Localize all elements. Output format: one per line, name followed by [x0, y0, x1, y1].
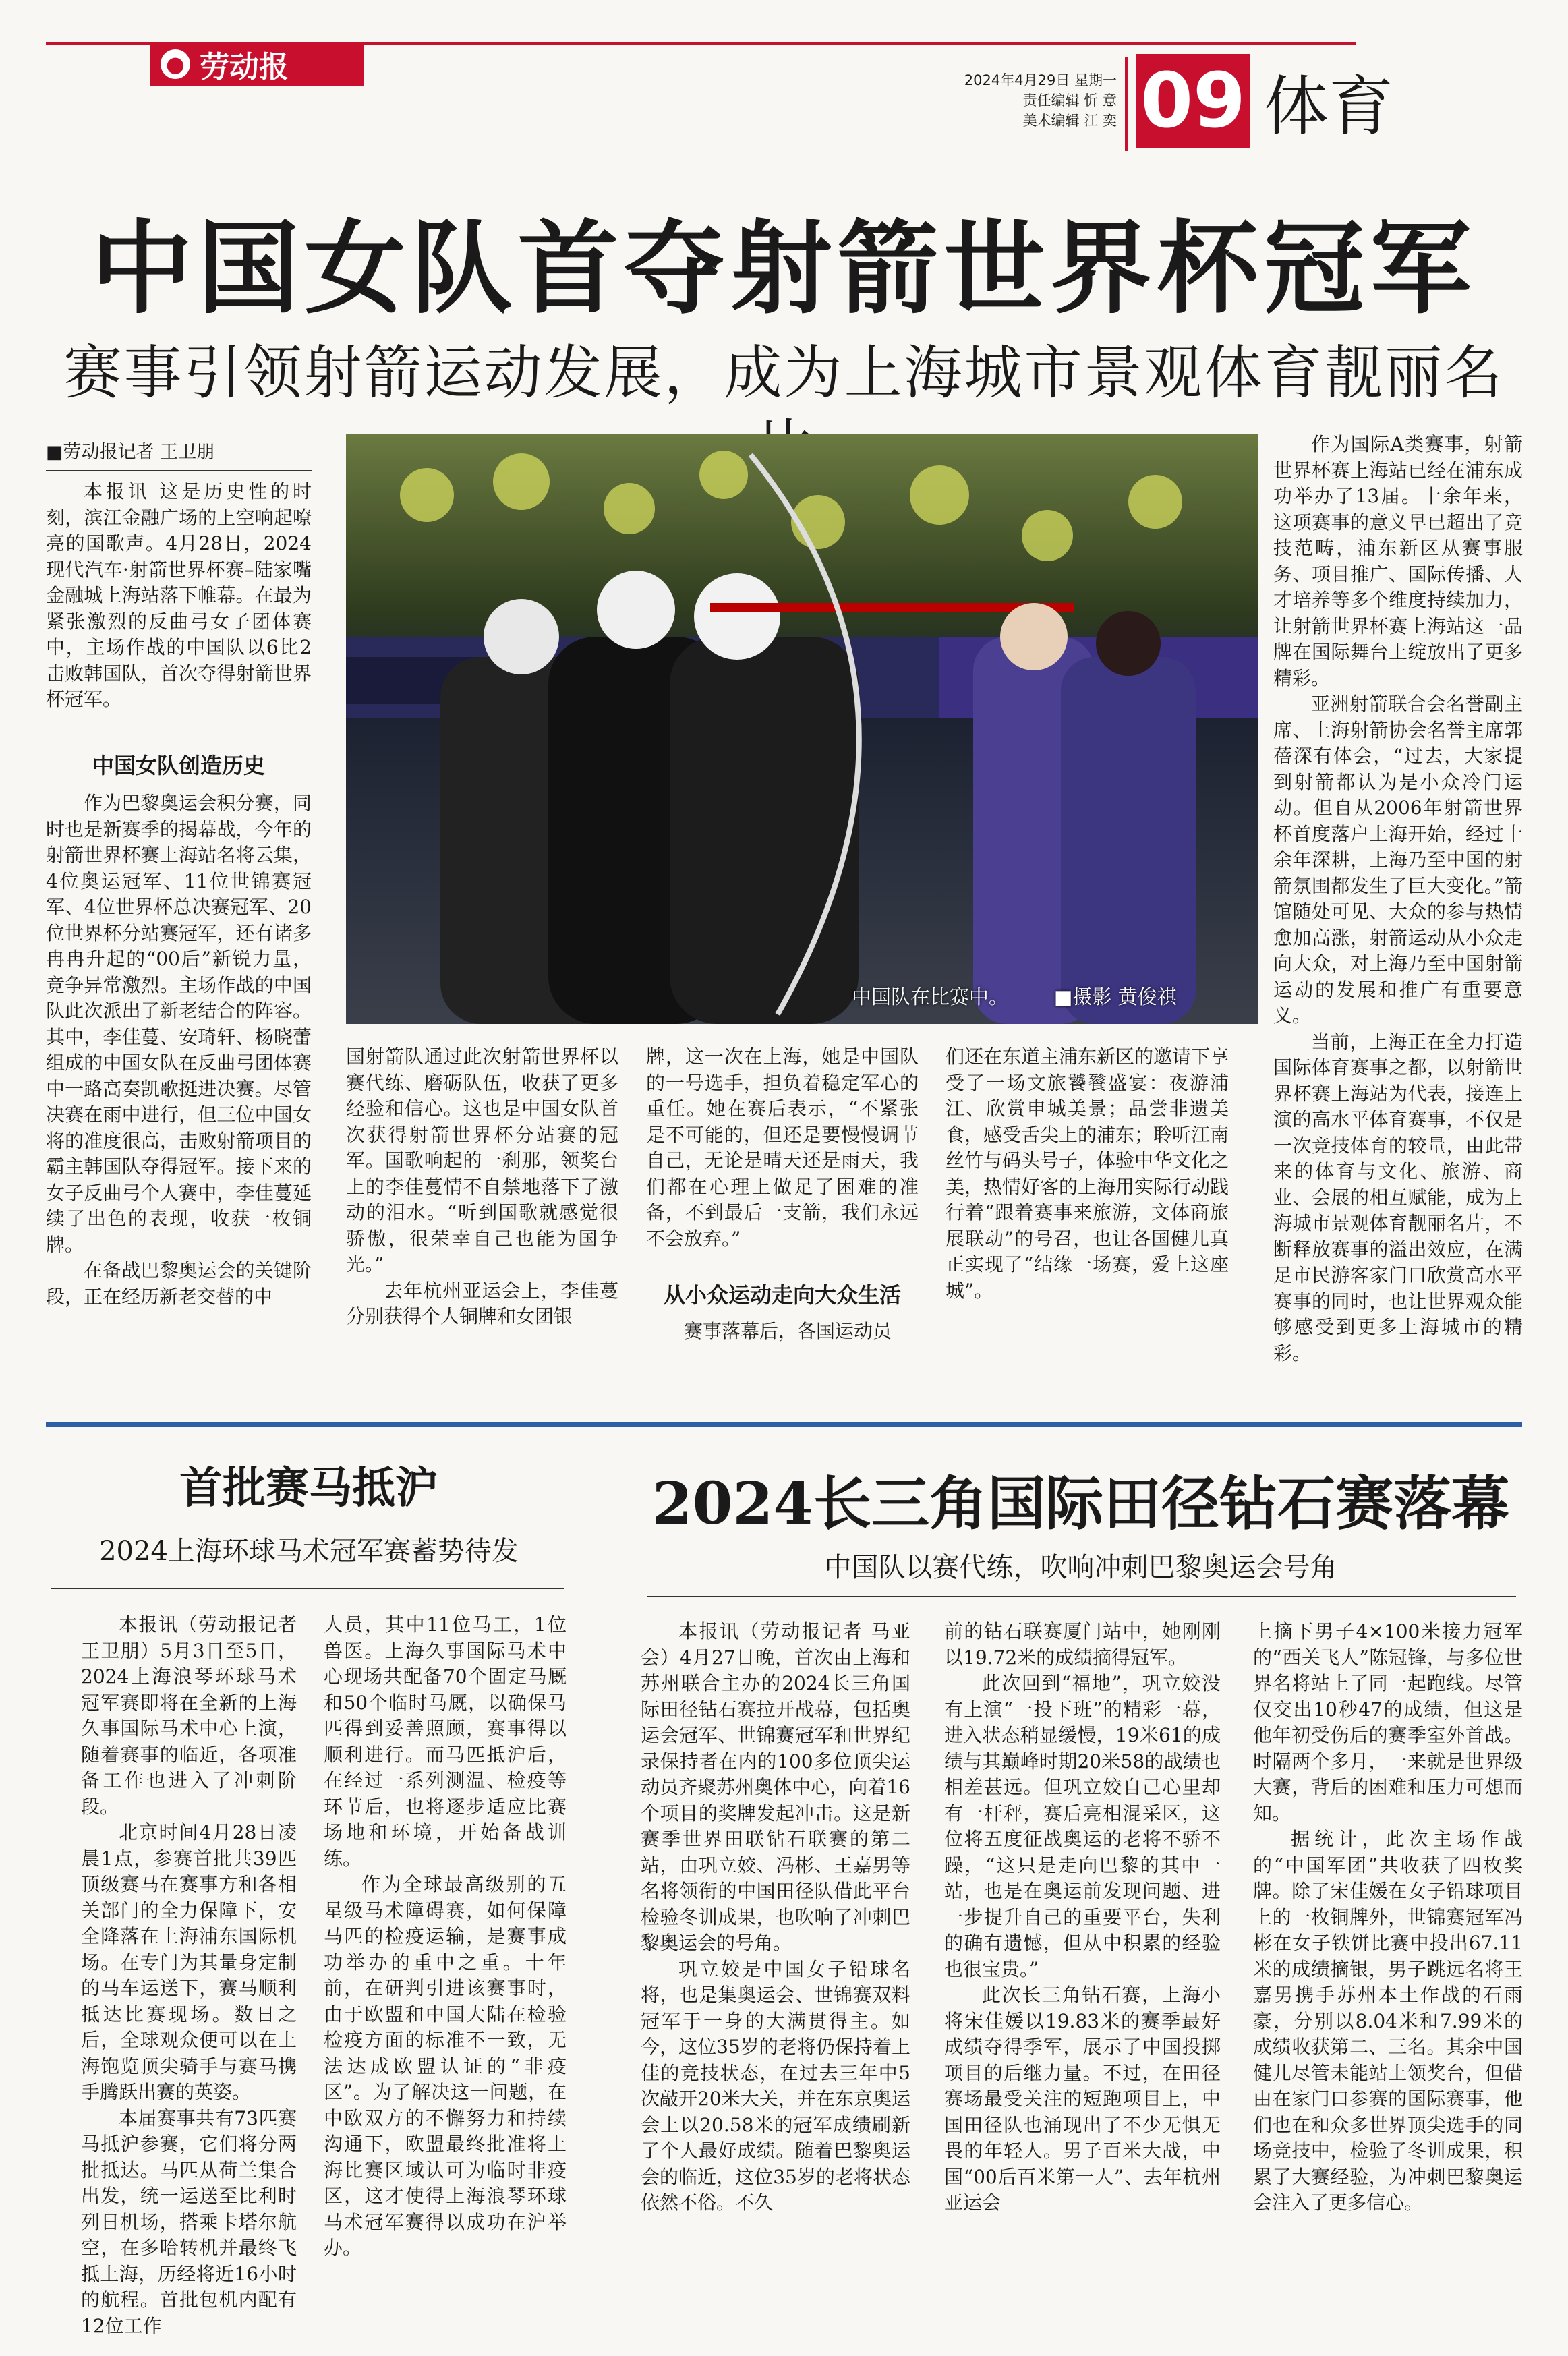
track-subhead: 中国队以赛代练，吹响冲刺巴黎奥运会号角 [824, 1552, 1337, 1583]
track-column-2 [944, 1619, 1221, 2216]
horse-rule [51, 1588, 564, 1589]
lead-headline: 中国女队首夺射箭世界杯冠军 [91, 209, 1477, 328]
paragraph: 去年杭州亚运会上，李佳蔓分别获得个人铜牌和女团银 [346, 1279, 618, 1327]
paragraph: 赛事落幕后，各国运动员 [684, 1320, 892, 1342]
track-column-3 [1253, 1619, 1523, 2216]
lead-subtitle-history: 中国女队创造历史 [92, 753, 265, 778]
paragraph: 此次回到“福地”，巩立姣没有上演“一投下班”的精彩一幕，进入状态稍显缓慢，19米61的成绩与其巅峰时期20米58的战绩也相差甚远。但巩立姣自己心里却有一杆秤，赛后亮相混采区，这位将五度征战奥运的老将不骄不躁，“这只是走向巴黎的其中一站，也是在奥运前发现问题、进一步提升自己的重要平台，失利的确有遗憾，但从中积累的经验也很宝贵。” [944, 1672, 1221, 1980]
photo-credit: ■摄影 黄俊祺 [1054, 985, 1177, 1008]
issue-meta [928, 70, 1117, 131]
lead-column-1b [46, 791, 312, 1310]
logo-text: 劳动报 [200, 50, 289, 84]
section-name: 体育 [1264, 68, 1393, 144]
paragraph: 作为国际A类赛事，射箭世界杯赛上海站已经在浦东成功举办了13届。十余年来，这项赛事的意义早已超出了竞技范畴，浦东新区从赛事服务、项目推广、国际传播、人才培养等多个维度持续加力，让射箭世界杯赛上海站这一品牌在国际舞台上绽放出了更多精彩。 [1273, 433, 1523, 689]
horse-column-1 [81, 1612, 297, 2339]
paragraph: 牌，这一次在上海，她是中国队的一号选手，担负着稳定军心的重任。她在赛后表示，“不紧张是不可能的，但还是要慢慢调节自己，无论是晴天还是雨天，我们都在心理上做足了困难的准备，不到最后一支箭，我们永远不会放弃。” [646, 1045, 919, 1250]
lead-column-5 [1273, 432, 1523, 1367]
meta-divider [1125, 57, 1128, 151]
paragraph: 本报讯（劳动报记者 王卫朋）5月3日至5日，2024上海浪琴环球马术冠军赛即将在全新的上海久事国际马术中心上演，随着赛事的临近，各项准备工作也进入了冲刺阶段。 [81, 1613, 297, 1818]
track-headline: 2024长三角国际田径钻石赛落幕 [651, 1470, 1510, 1538]
paragraph: 据统计，此次主场作战的“中国军团”共收获了四枚奖牌。除了宋佳媛在女子铅球项目上的一枚铜牌外，世锦赛冠军冯彬在女子铁饼比赛中投出67.11米的成绩摘银，男子跳远名将王嘉男携手苏州本土作战的石雨豪，分别以8.04米和7.99米的成绩收获第二、三名。其余中国健儿尽管未能站上领奖台，但借由在家门口参赛的国际赛事，他们也在和众多世界顶尖选手的同场竞技中，检验了冬训成果，积累了大赛经验，为冲刺巴黎奥运会注入了更多信心。 [1253, 1828, 1523, 2214]
paragraph: 国射箭队通过此次射箭世界杯以赛代练、磨砺队伍，收获了更多经验和信心。这也是中国女队首次获得射箭世界杯分站赛的冠军。国歌响起的一刹那，领奖台上的李佳蔓情不自禁地落下了激动的泪水。“听到国歌就感觉很骄傲，很荣幸自己也能为国争光。” [346, 1045, 618, 1275]
horse-subhead: 2024上海环球马术冠军赛蓄势待发 [99, 1536, 519, 1567]
lead-column-3b [646, 1319, 919, 1345]
paragraph: 作为全球最高级别的五星级马术障碍赛，如何保障马匹的检疫运输，是赛事成功举办的重中之重。十年前，在研判引进该赛事时，由于欧盟和中国大陆在检验检疫方面的标准不一致，无法达成欧盟认证的“非疫区”。为了解决这一问题，在中欧双方的不懈努力和持续沟通下，欧盟最终批准将上海比赛区域认可为临时非疫区，这才使得上海浪琴环球马术冠军赛得以成功在沪举办。 [324, 1873, 567, 2259]
section-separator [46, 1422, 1522, 1427]
editor: 责任编辑 忻 意 [1022, 92, 1117, 109]
lead-subhead: 赛事引领射箭运动发展，成为上海城市景观体育靓丽名 [63, 339, 1505, 407]
lead-subtitle-popular: 从小众运动走向大众生活 [663, 1282, 901, 1308]
logo-mark-icon: ● [161, 49, 190, 79]
paragraph: 本报讯（劳动报记者 马亚会）4月27日晚，首次由上海和苏州联合主办的2024长三角国际田径钻石赛拉开战幕，包括奥运会冠军、世锦赛冠军和世界纪录保持者在内的100多位顶尖运动员齐聚苏州奥体中心，向着16个项目的奖牌发起冲击。这是新赛季世界田联钻石联赛的第二站，由巩立姣、冯彬、王嘉男等名将领衔的中国田径队借此平台检验冬训成果，也吹响了冲刺巴黎奥运会的号角。 [641, 1620, 910, 1954]
paragraph: 亚洲射箭联合会名誉副主席、上海射箭协会名誉主席郭蓓深有体会，“过去，大家提到射箭都认为是小众冷门运动。但自从2006年射箭世界杯首度落户上海开始，经过十余年深耕，上海乃至中国的射箭氛围都发生了巨大变化。”箭馆随处可见、大众的参与热情愈加高涨，射箭运动从小众走向大众，对上海乃至中国射箭运动的发展和推广有重要意义。 [1273, 693, 1523, 1027]
paragraph: 巩立姣是中国女子铅球名将，也是集奥运会、世锦赛双料冠军于一身的大满贯得主。如今，这位35岁的老将仍保持着上佳的竞技状态，在过去三年中5次敲开20米大关，并在东京奥运会上以20.58米的冠军成绩刷新了个人最好成绩。随着巴黎奥运会的临近，这位35岁的老将状态依然不俗。不久 [641, 1957, 910, 2214]
horse-column-2 [324, 1612, 567, 2262]
paragraph: 当前，上海正在全力打造国际体育赛事之都，以射箭世界杯赛上海站为代表，接连上演的高水平体育赛事，不仅是一次竞技体育的较量，由此带来的体育与文化、旅游、商业、会展的相互赋能，成为上海城市景观体育靓丽名片，不断释放赛事的溢出效应，在满足市民游客家门口欣赏高水平赛事的同时，也让世界观众能够感受到更多上海城市的精彩。 [1273, 1030, 1523, 1364]
lead-photo [346, 434, 1258, 1024]
page-number: 09 [1136, 54, 1250, 148]
lead-column-4 [946, 1044, 1229, 1304]
paragraph: 前的钻石联赛厦门站中，她刚刚以19.72米的成绩摘得冠军。 [944, 1620, 1221, 1669]
paragraph: 上摘下男子4×100米接力冠军的“西关飞人”陈冠锋，与多位世界名将站上了同一起跑线。尽管仅交出10秒47的成绩，但这是他年初受伤后的赛季室外首战。时隔两个多月，一来就是世界级大赛，背后的困难和压力可想而知。 [1253, 1620, 1523, 1825]
archers-photo [346, 434, 1258, 1024]
paragraph: 北京时间4月28日凌晨1点，参赛首批共39匹顶级赛马在赛事方和各相关部门的全力保障下，安全降落在上海浦东国际机场。在专门为其量身定制的马车运送下，赛马顺利抵达比赛现场。数日之后，全球观众便可以在上海饱览顶尖骑手与赛马携手腾跃出赛的英姿。 [81, 1821, 297, 2103]
paragraph: 在备战巴黎奥运会的关键阶段，正在经历新老交替的中 [46, 1259, 312, 1308]
lead-byline: ■劳动报记者 王卫朋 [46, 437, 312, 471]
track-rule [647, 1596, 1516, 1597]
newspaper-logo [150, 42, 364, 86]
art-editor: 美术编辑 江 奕 [1022, 113, 1117, 129]
lead-column-2 [346, 1044, 618, 1330]
paragraph: 本届赛事共有73匹赛马抵沪参赛，它们将分两批抵达。马匹从荷兰集合出发，统一运送至比利时列日机场，搭乘卡塔尔航空，在多哈转机并最终飞抵上海，历经将近16小时的航程。首批包机内配有12位工作 [81, 2106, 297, 2337]
paragraph: 此次长三角钻石赛，上海小将宋佳媛以19.83米的赛季最好成绩夺得季军，展示了中国投掷项目的后继力量。不过，在田径赛场最受关注的短跑项目上，中国田径队也涌现出了不少无惧无畏的年轻人。男子百米大战，中国“00后百米第一人”、去年杭州亚运会 [944, 1984, 1221, 2214]
issue-date: 2024年4月29日 星期一 [964, 72, 1117, 88]
photo-caption: 中国队在比赛中。 [852, 985, 1009, 1008]
track-column-1 [641, 1619, 910, 2216]
paragraph: 本报讯 这是历史性的时刻，滨江金融广场的上空响起嘹亮的国歌声。4月28日，2024现代汽车·射箭世界杯赛–陆家嘴金融城上海站落下帷幕。在最为紧张激烈的反曲弓女子团体赛中，主场作战的中国队以6比2击败韩国队，首次夺得射箭世界杯冠军。 [46, 480, 312, 710]
lead-column-1 [46, 479, 312, 713]
paragraph: 们还在东道主浦东新区的邀请下享受了一场文旅饕餮盛宴：夜游浦江、欣赏申城美景；品尝非遗美食，感受舌尖上的浦东；聆听江南丝竹与码头号子，体验中华文化之美，热情好客的上海用实际行动践行着“跟着赛事来旅游，文体商旅展联动”的号召，也让各国健儿真正实现了“结缘一场赛，爱上这座城”。 [946, 1045, 1229, 1302]
lead-column-3 [646, 1044, 919, 1252]
horse-headline: 首批赛马抵沪 [179, 1463, 438, 1514]
paragraph: 人员，其中11位马工，1位兽医。上海久事国际马术中心现场共配备70个固定马厩和50个临时马厩，以确保马匹得到妥善照顾，赛事得以顺利进行。而马匹抵沪后，在经过一系列测温、检疫等环节后，也将逐步适应比赛场地和环境，开始备战训练。 [324, 1613, 567, 1870]
paragraph: 作为巴黎奥运会积分赛，同时也是新赛季的揭幕战，今年的射箭世界杯赛上海站名将云集，4位奥运冠军、11位世锦赛冠军、4位世界杯总决赛冠军、20位世界杯分站赛冠军，还有诸多冉冉升起的“00后”新锐力量，竞争异常激烈。主场作战的中国队此次派出了新老结合的阵容。其中，李佳蔓、安琦轩、杨晓蕾组成的中国女队在反曲弓团体赛中一路高奏凯歌挺进决赛。尽管决赛在雨中进行，但三位中国女将的准度很高，击败射箭项目的霸主韩国队夺得冠军。接下来的女子反曲弓个人赛中，李佳蔓延续了出色的表现，收获一枚铜牌。 [46, 792, 312, 1256]
